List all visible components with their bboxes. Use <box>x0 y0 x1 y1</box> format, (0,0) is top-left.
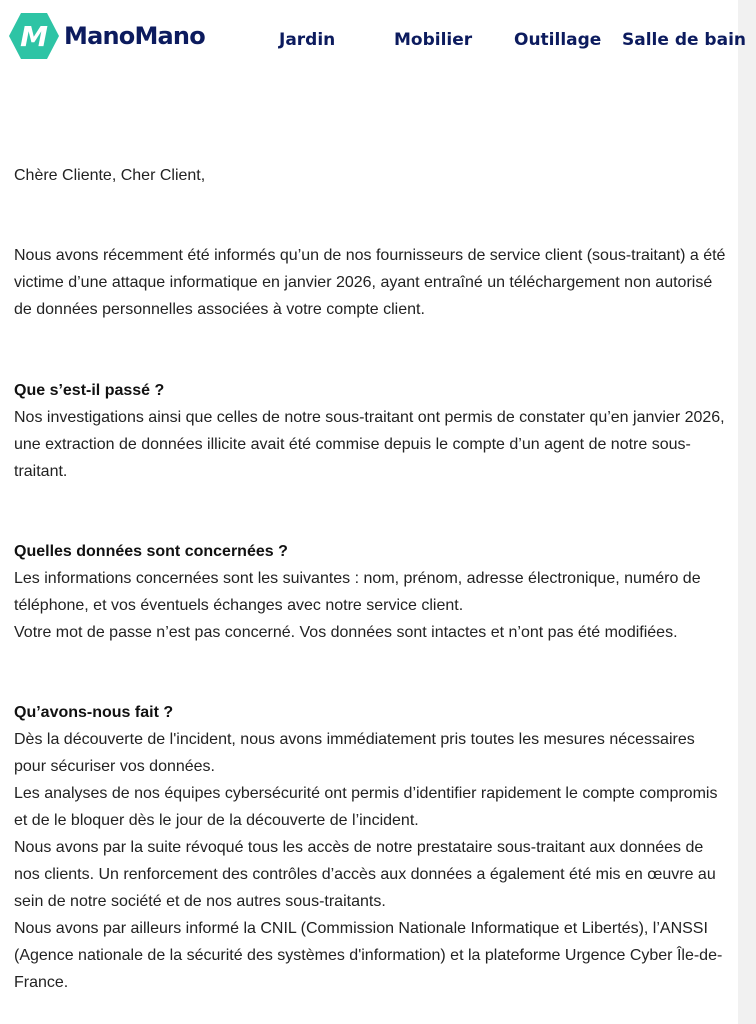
section-what-we-did <box>14 699 726 996</box>
section-paragraph: Nous avons par ailleurs informé la CNIL (Commission Nationale Informatique et Libertés), l’ANSSI (Agence nationale de la sécurité des systèmes d'information) et la plateforme Urgence Cyber Île-de-France. <box>14 920 723 991</box>
page-edge-strip <box>738 0 756 1024</box>
section-paragraph: Nous avons par la suite révoqué tous les accès de notre prestataire sous-traitant aux données de nos clients. Un renforcement des contrôles d’accès aux données a également été mis en œuvre au sein de notre société et de nos autres sous-traitants. <box>14 839 716 910</box>
greeting: Chère Cliente, Cher Client, <box>14 167 206 184</box>
section-title: Qu’avons-nous fait ? <box>14 704 174 721</box>
intro-paragraph: Nous avons récemment été informés qu’un de nos fournisseurs de service client (sous-traitant) a été victime d’une attaque informatique en janvier 2026, ayant entraîné un téléchargement non autorisé de données personnelles associées à votre compte client. <box>14 247 726 318</box>
section-title: Quelles données sont concernées ? <box>14 543 288 560</box>
logo-letter: M <box>20 20 48 53</box>
section-data-concerned <box>14 538 726 646</box>
section-paragraph: Dès la découverte de l'incident, nous avons immédiatement pris toutes les mesures nécessaires pour sécuriser vos données. <box>14 731 695 775</box>
email-body <box>14 162 726 1024</box>
nav-link-outillage[interactable]: Outillage <box>514 30 602 50</box>
brand-name: ManoMano <box>64 22 205 50</box>
nav-link-mobilier[interactable]: Mobilier <box>394 30 473 50</box>
email-header <box>0 0 747 80</box>
section-paragraph: Nos investigations ainsi que celles de notre sous-traitant ont permis de constater qu’en janvier 2026, une extraction de données illicite avait été commise depuis le compte d’un agent de notre sous-traitant. <box>14 409 725 480</box>
nav-link-salle-de-bain[interactable]: Salle de bain <box>622 30 747 50</box>
section-what-happened <box>14 377 726 485</box>
category-nav <box>0 28 747 52</box>
nav-link-jardin[interactable]: Jardin <box>279 30 336 50</box>
section-title: Que s’est-il passé ? <box>14 382 165 399</box>
section-paragraph: Les informations concernées sont les suivantes : nom, prénom, adresse électronique, numéro de téléphone, et vos éventuels échanges avec notre service client. <box>14 570 701 614</box>
section-paragraph: Votre mot de passe n’est pas concerné. Vos données sont intactes et n’ont pas été modifiées. <box>14 624 678 641</box>
section-paragraph: Les analyses de nos équipes cybersécurité ont permis d’identifier rapidement le compte compromis et de le bloquer dès le jour de la découverte de l’incident. <box>14 785 718 829</box>
